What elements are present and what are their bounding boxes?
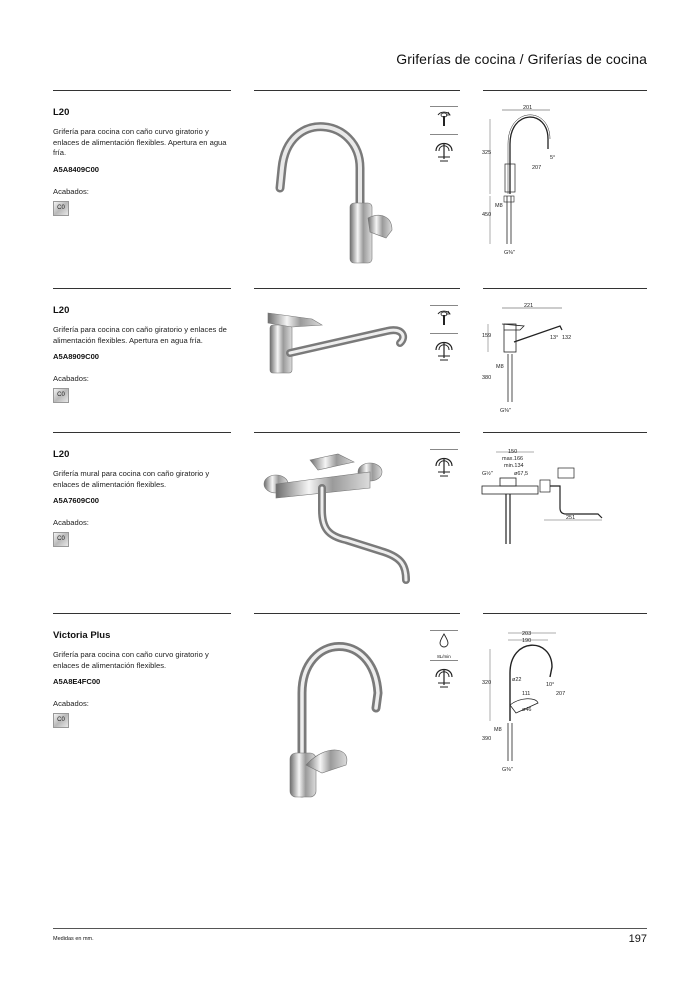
product-name: L20 — [53, 107, 70, 118]
finish-swatch: C0 — [53, 388, 69, 403]
dimension-label: ø67,5 — [514, 471, 529, 477]
technical-drawing — [478, 446, 608, 550]
flexible-hoses-icon — [430, 134, 458, 167]
dimension-label: G⅜" — [500, 408, 511, 414]
product-description: Grifería para cocina con caño giratorio y enlaces de alimentación flexibles. Apertura en agua fría. — [53, 325, 227, 345]
finishes-label: Acabados: — [53, 186, 89, 196]
divider — [254, 613, 460, 614]
faucet-photo — [282, 633, 392, 801]
dimension-label: G½" — [482, 471, 493, 477]
dimension-label: 150 — [508, 449, 518, 455]
product-code: A5A8E4FC00 — [53, 677, 101, 687]
footer-divider — [53, 928, 647, 929]
swivel-spout-icon — [430, 305, 458, 333]
dimension-label: G⅜" — [504, 250, 515, 256]
technical-drawing — [480, 302, 580, 416]
flexible-hoses-icon — [430, 449, 458, 482]
product-name: L20 — [53, 449, 70, 460]
swivel-spout-icon — [430, 106, 458, 134]
product-code: A5A7609C00 — [53, 496, 100, 506]
finishes-label: Acabados: — [53, 374, 89, 384]
divider — [254, 90, 460, 91]
dimension-label: ø22 — [512, 677, 522, 683]
dimension-label: 320 — [482, 680, 492, 686]
dimension-label: 325 — [482, 150, 492, 156]
finish-swatch: C0 — [53, 201, 69, 216]
divider — [53, 288, 231, 289]
dimension-label: 207 — [556, 691, 566, 697]
dimension-label: 207 — [532, 165, 542, 171]
dimension-label: 159 — [482, 333, 492, 339]
dimension-label: 132 — [562, 335, 572, 341]
dimension-label: 190 — [522, 638, 532, 644]
water-saving-icon — [430, 630, 458, 660]
divider — [53, 613, 231, 614]
dimension-label: 390 — [482, 736, 492, 742]
finishes-label: Acabados: — [53, 699, 89, 709]
faucet-photo — [258, 448, 418, 593]
product-description: Grifería para cocina con caño curvo giratorio y enlaces de alimentación flexibles. Apertura en agua fría. — [53, 127, 227, 158]
flow-rate-label: 8L/min — [437, 654, 451, 659]
dimension-label: 111 — [522, 691, 531, 697]
divider — [483, 432, 647, 433]
feature-icons — [430, 449, 458, 482]
dimension-label: 251 — [566, 515, 576, 521]
dimension-label: min.134 — [504, 463, 524, 469]
flexible-hoses-icon — [430, 333, 458, 366]
dimension-label: M8 — [494, 727, 502, 733]
divider — [483, 288, 647, 289]
faucet-photo — [268, 108, 398, 268]
dimension-label: 203 — [522, 631, 532, 637]
finishes-label: Acabados: — [53, 518, 89, 528]
feature-icons — [430, 630, 458, 693]
dimension-label: max.166 — [502, 456, 524, 462]
product-block — [53, 630, 233, 728]
divider — [254, 288, 460, 289]
product-name: L20 — [53, 305, 70, 316]
dimension-label: G⅜" — [502, 767, 513, 773]
divider — [483, 90, 647, 91]
product-description: Grifería mural para cocina con caño giratorio y enlaces de alimentación flexibles. — [53, 469, 210, 489]
finish-swatch: C0 — [53, 532, 69, 547]
flexible-hoses-icon — [430, 660, 458, 693]
dimension-label: 221 — [524, 303, 534, 309]
dimension-label: 10° — [546, 682, 555, 688]
product-code: A5A8909C00 — [53, 352, 100, 362]
dimension-label: 380 — [482, 375, 492, 381]
divider — [483, 613, 647, 614]
feature-icons — [430, 106, 458, 167]
technical-drawing — [480, 627, 576, 775]
dimension-label: 450 — [482, 212, 492, 218]
page-number: 197 — [628, 933, 647, 945]
dimension-label: 201 — [523, 105, 533, 111]
divider — [254, 432, 460, 433]
product-description: Grifería para cocina con caño curvo giratorio y enlaces de alimentación flexibles. — [53, 650, 209, 670]
product-block — [53, 305, 233, 403]
dimension-label: M8 — [495, 203, 503, 209]
divider — [53, 432, 231, 433]
product-block — [53, 449, 233, 547]
product-block — [53, 107, 233, 216]
product-code: A5A8409C00 — [53, 164, 100, 174]
page-title: Griferías de cocina / Griferías de cocina — [396, 51, 647, 67]
dimension-label: 13° — [550, 335, 559, 341]
faucet-photo — [262, 303, 412, 378]
dimension-label: 5° — [550, 155, 556, 161]
product-name: Victoria Plus — [53, 630, 111, 641]
technical-drawing — [480, 104, 570, 260]
dimension-label: M8 — [496, 364, 504, 370]
dimension-label: ø46 — [522, 707, 532, 713]
feature-icons — [430, 305, 458, 366]
units-note: Medidas en mm. — [53, 936, 94, 942]
divider — [53, 90, 231, 91]
finish-swatch: C0 — [53, 713, 69, 728]
